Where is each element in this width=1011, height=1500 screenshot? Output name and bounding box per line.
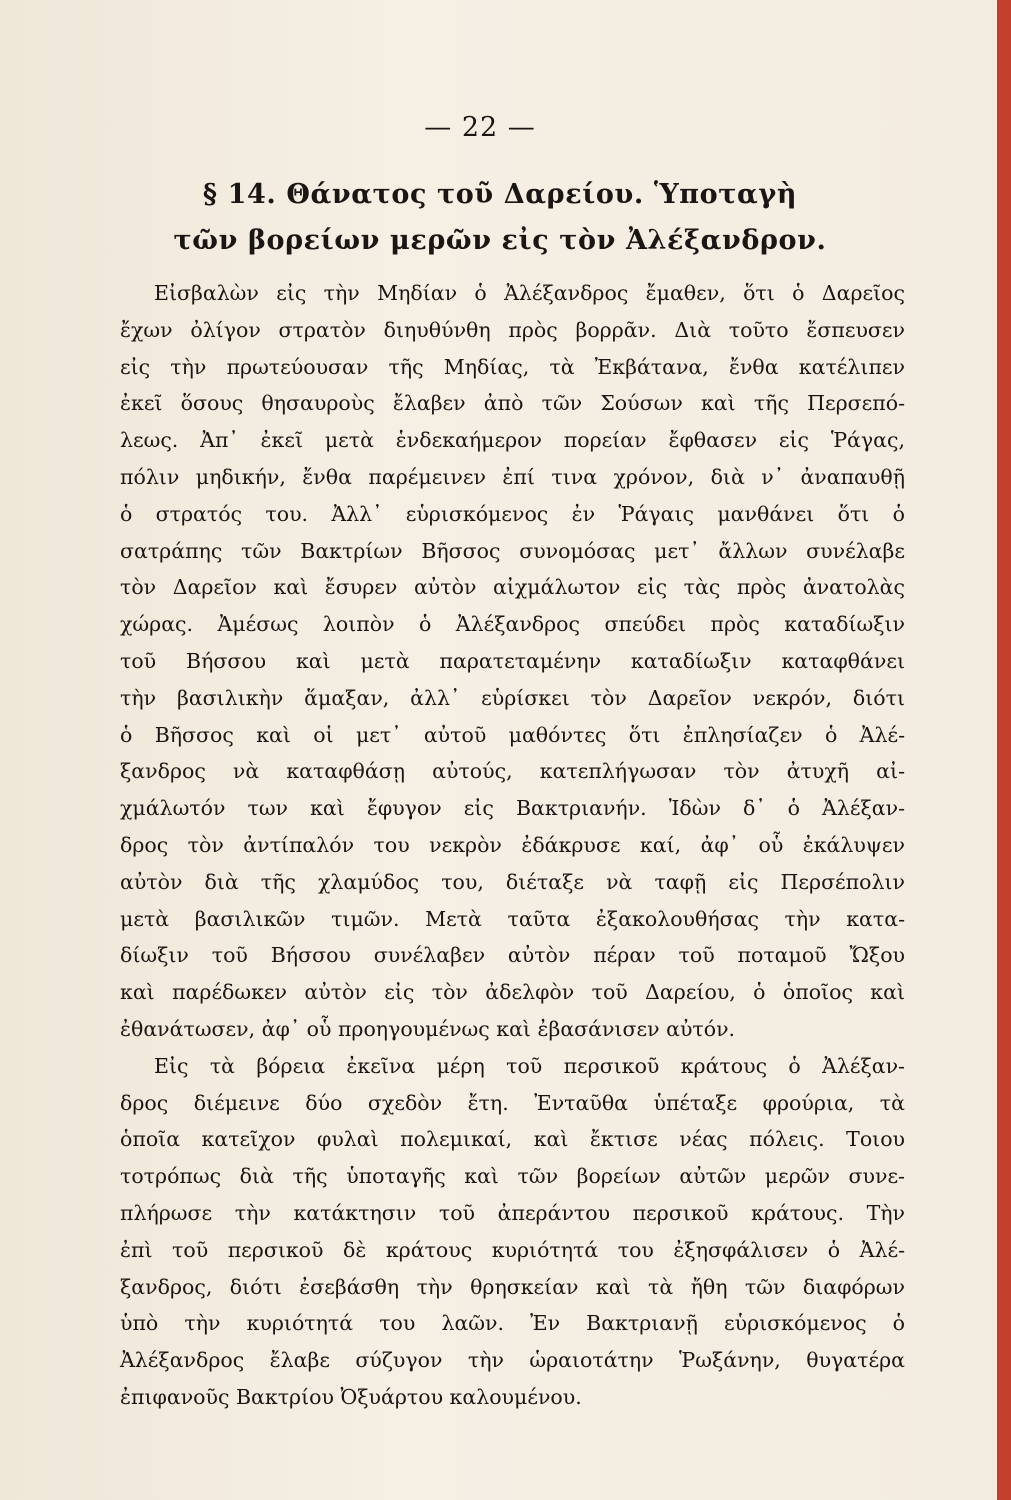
body-text [120,275,905,1416]
text-line: τὴν βασιλικὴν ἅμαξαν, ἀλλ᾽ εὑρίσκει τὸν Δαρεῖον νεκρόν, διότι [120,685,905,710]
text-line: ἐπιφανοῦς Βακτρίου Ὀξυάρτου καλουμένου. [120,1384,582,1409]
text-line: εἰς τὴν πρωτεύουσαν τῆς Μηδίας, τὰ Ἐκβάτανα, ἔνθα κατέλιπεν [120,354,905,379]
text-line: δρος διέμεινε δύο σχεδὸν ἔτη. Ἐνταῦθα ὑπέταξε φρούρια, τὰ [120,1090,905,1115]
text-line: ἐκεῖ ὅσους θησαυροὺς ἔλαβεν ἀπὸ τῶν Σούσων καὶ τῆς Περσεπό- [120,391,905,416]
text-line: καὶ παρέδωκεν αὐτὸν εἰς τὸν ἀδελφὸν τοῦ Δαρείου, ὁ ὁποῖος καὶ [120,980,905,1005]
text-line: τοτρόπως διὰ τῆς ὑποταγῆς καὶ τῶν βορείων αὐτῶν μερῶν συνε- [120,1164,905,1189]
section-heading-line: § 14. Θάνατος τοῦ Δαρείου. Ὑποταγὴ [202,179,798,210]
text-line: ξανδρος νὰ καταφθάσῃ αὐτούς, κατεπλήγωσαν τὸν ἀτυχῆ αἰ- [120,759,905,784]
text-line: πόλιν μηδικήν, ἔνθα παρέμεινεν ἐπί τινα χρόνον, διὰ ν᾽ ἀναπαυθῇ [120,464,905,489]
text-line: δίωξιν τοῦ Βήσσου συνέλαβεν αὐτὸν πέραν τοῦ ποταμοῦ Ὤξου [120,943,905,968]
text-line: ὁ Βῆσσος καὶ οἱ μετ᾽ αὐτοῦ μαθόντες ὅτι ἐπλησίαζεν ὁ Ἀλέ- [120,722,905,747]
text-line: χώρας. Ἀμέσως λοιπὸν ὁ Ἀλέξανδρος σπεύδει πρὸς καταδίωξιν [120,612,905,637]
text-line: ὁποῖα κατεῖχον φυλαὶ πολεμικαί, καὶ ἔκτισε νέας πόλεις. Τοιου [120,1127,905,1152]
text-line: Εἰς τὰ βόρεια ἐκεῖνα μέρη τοῦ περσικοῦ κράτους ὁ Ἀλέξαν- [154,1053,905,1078]
text-line: μετὰ βασιλικῶν τιμῶν. Μετὰ ταῦτα ἐξακολουθήσας τὴν κατα- [120,906,905,931]
section-heading-line: τῶν βορείων μερῶν εἰς τὸν Ἀλέξανδρον. [173,225,827,256]
page-number: — 22 — [424,112,536,143]
paragraph-1 [120,275,905,1048]
text-line: αὐτὸν διὰ τῆς χλαμύδος του, διέταξε νὰ ταφῇ εἰς Περσέπολιν [120,869,905,894]
text-line: ὑπὸ τὴν κυριότητά του λαῶν. Ἐν Βακτριανῇ εὑρισκόμενος ὁ [120,1311,905,1336]
text-line: ἐθανάτωσεν, ἀφ᾽ οὗ προηγουμένως καὶ ἐβασάνισεν αὐτόν. [120,1016,736,1041]
text-line: δρος τὸν ἀντίπαλόν του νεκρὸν ἐδάκρυσε καί, ἀφ᾽ οὗ ἐκάλυψεν [120,832,905,857]
text-line: χμάλωτόν των καὶ ἔφυγον εἰς Βακτριανήν. Ἰδὼν δ᾽ ὁ Ἀλέξαν- [120,796,905,821]
text-line: λεως. Ἀπ᾽ ἐκεῖ μετὰ ἑνδεκαήμερον πορείαν ἔφθασεν εἰς Ῥάγας, [120,428,905,453]
paragraph-2 [120,1048,905,1416]
text-line: ὁ στρατός του. Ἀλλ᾽ εὑρισκόμενος ἐν Ῥάγαις μανθάνει ὅτι ὁ [120,501,905,526]
text-line: ξανδρος, διότι ἐσεβάσθη τὴν θρησκείαν καὶ τὰ ἤθη τῶν διαφόρων [120,1274,905,1299]
text-line: τοῦ Βήσσου καὶ μετὰ παρατεταμένην καταδίωξιν καταφθάνει [120,648,905,673]
text-line: Ἀλέξανδρος ἔλαβε σύζυγον τὴν ὡραιοτάτην Ῥωξάνην, θυγατέρα [120,1348,905,1373]
text-line: ἐπὶ τοῦ περσικοῦ δὲ κράτους κυριότητά του ἐξησφάλισεν ὁ Ἀλέ- [120,1237,905,1262]
text-line: σατράπης τῶν Βακτρίων Βῆσσος συνομόσας μετ᾽ ἄλλων συνέλαβε [120,538,905,563]
text-line: ἔχων ὀλίγον στρατὸν διηυθύνθη πρὸς βορρᾶν. Διὰ τοῦτο ἔσπευσεν [120,317,905,342]
section-heading [100,172,900,264]
text-line: πλήρωσε τὴν κατάκτησιν τοῦ ἀπεράντου περσικοῦ κράτους. Τὴν [120,1200,905,1225]
text-line: τὸν Δαρεῖον καὶ ἔσυρεν αὐτὸν αἰχμάλωτον εἰς τὰς πρὸς ἀνατολὰς [120,575,905,600]
text-line: Εἰσβαλὼν εἰς τὴν Μηδίαν ὁ Ἀλέξανδρος ἔμαθεν, ὅτι ὁ Δαρεῖος [154,281,905,305]
